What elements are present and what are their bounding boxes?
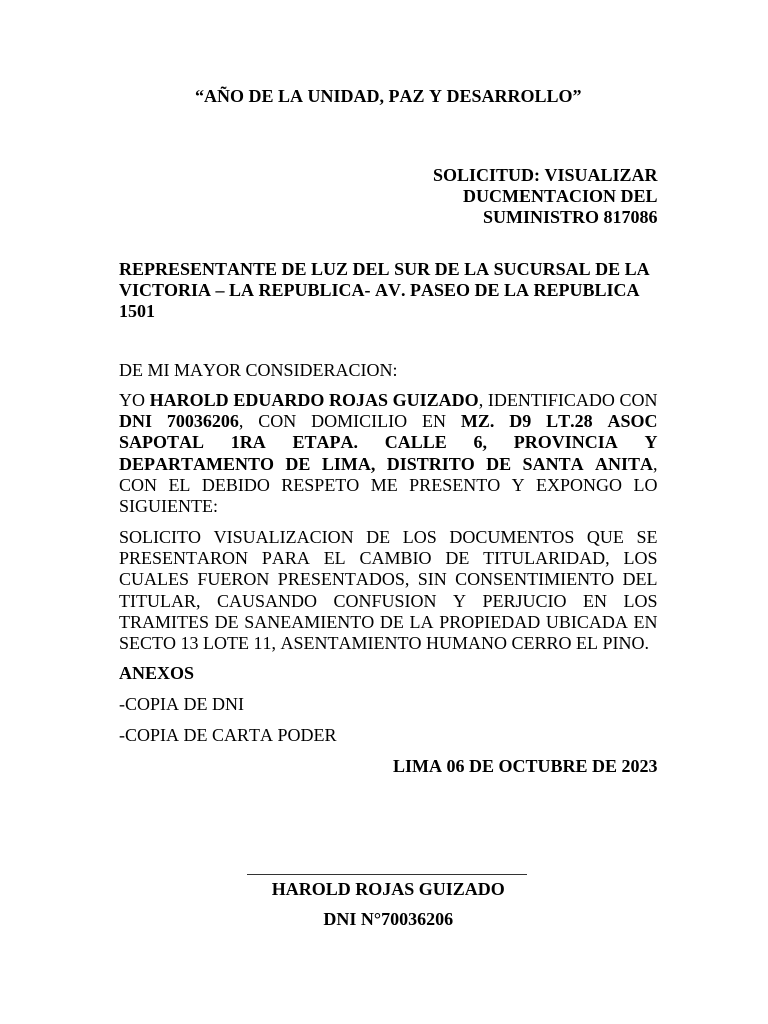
subject-block: [119, 165, 658, 229]
signer-dni-text: DNI N°70036206: [323, 909, 454, 929]
year-motto-text: “AÑO DE LA UNIDAD, PAZ Y DESARROLLO”: [194, 86, 582, 106]
salutation-text: DE MI MAYOR CONSIDERACION:: [119, 360, 398, 380]
intro-text: , IDENTIFICADO CON: [478, 390, 658, 410]
subject-line: DUCMENTACION DEL: [462, 186, 658, 207]
place-date: [119, 756, 658, 777]
intro-text: YO: [119, 390, 150, 410]
signature-line: [247, 874, 527, 875]
request-line: TRAMITES DE SANEAMIENTO DE LA PROPIEDAD UBICADA EN: [119, 611, 658, 632]
intro-paragraph: [119, 390, 658, 517]
intro-line: [119, 475, 658, 496]
request-paragraph: [119, 527, 658, 654]
subject-line: SUMINISTRO 817086: [482, 207, 658, 228]
request-line: SOLICITO VISUALIZACION DE LOS DOCUMENTOS QUE SE: [119, 527, 658, 547]
applicant-dni: DNI 70036206: [119, 411, 239, 432]
intro-text: , CON DOMICILIO EN: [238, 411, 461, 432]
applicant-address: SAPOTAL 1RA ETAPA. CALLE 6, PROVINCIA Y: [119, 432, 658, 453]
intro-line: [119, 496, 658, 517]
request-line: SECTO 13 LOTE 11, ASENTAMIENTO HUMANO CERRO EL PINO.: [119, 632, 649, 653]
year-motto: [119, 86, 658, 107]
intro-text: CON EL DEBIDO RESPETO ME PRESENTO Y EXPONGO LO: [119, 474, 658, 495]
intro-line: [119, 411, 658, 432]
applicant-address: DEPARTAMENTO DE LIMA, DISTRITO DE SANTA ANITA: [119, 453, 653, 474]
intro-line: [119, 454, 658, 475]
salutation: [119, 360, 658, 381]
signer-name: [119, 879, 658, 900]
request-line: TITULAR, CAUSANDO CONFUSION Y PERJUCIO EN LOS: [119, 590, 658, 611]
annex-item: [119, 725, 658, 746]
annexes-heading: [119, 663, 658, 684]
request-line: CUALES FUERON PRESENTADOS, SIN CONSENTIMIENTO DEL: [119, 569, 658, 590]
request-line: PRESENTARON PARA EL CAMBIO DE TITULARIDAD, LOS: [119, 548, 658, 569]
signer-dni: [119, 909, 658, 930]
intro-line: [119, 432, 658, 453]
annex-item: [119, 694, 658, 715]
applicant-address: MZ. D9 LT.28 ASOC: [460, 411, 658, 432]
addressee-line: 1501: [119, 301, 155, 322]
annexes-heading-text: ANEXOS: [119, 663, 195, 683]
intro-text: ,: [653, 453, 658, 474]
annex-item-text: -COPIA DE CARTA PODER: [119, 725, 337, 745]
addressee: [119, 259, 658, 323]
addressee-line: VICTORIA – LA REPUBLICA- AV. PASEO DE LA REPUBLICA: [119, 280, 640, 301]
intro-line: [119, 390, 658, 411]
intro-text: SIGUIENTE:: [119, 495, 218, 516]
place-date-text: LIMA 06 DE OCTUBRE DE 2023: [392, 756, 658, 776]
annex-item-text: -COPIA DE DNI: [119, 694, 244, 714]
subject-line: SOLICITUD: VISUALIZAR: [432, 165, 658, 185]
applicant-name: HAROLD EDUARDO ROJAS GUIZADO: [149, 390, 479, 410]
signer-name-text: HAROLD ROJAS GUIZADO: [271, 879, 505, 899]
addressee-line: REPRESENTANTE DE LUZ DEL SUR DE LA SUCURSAL DE LA: [119, 259, 650, 279]
